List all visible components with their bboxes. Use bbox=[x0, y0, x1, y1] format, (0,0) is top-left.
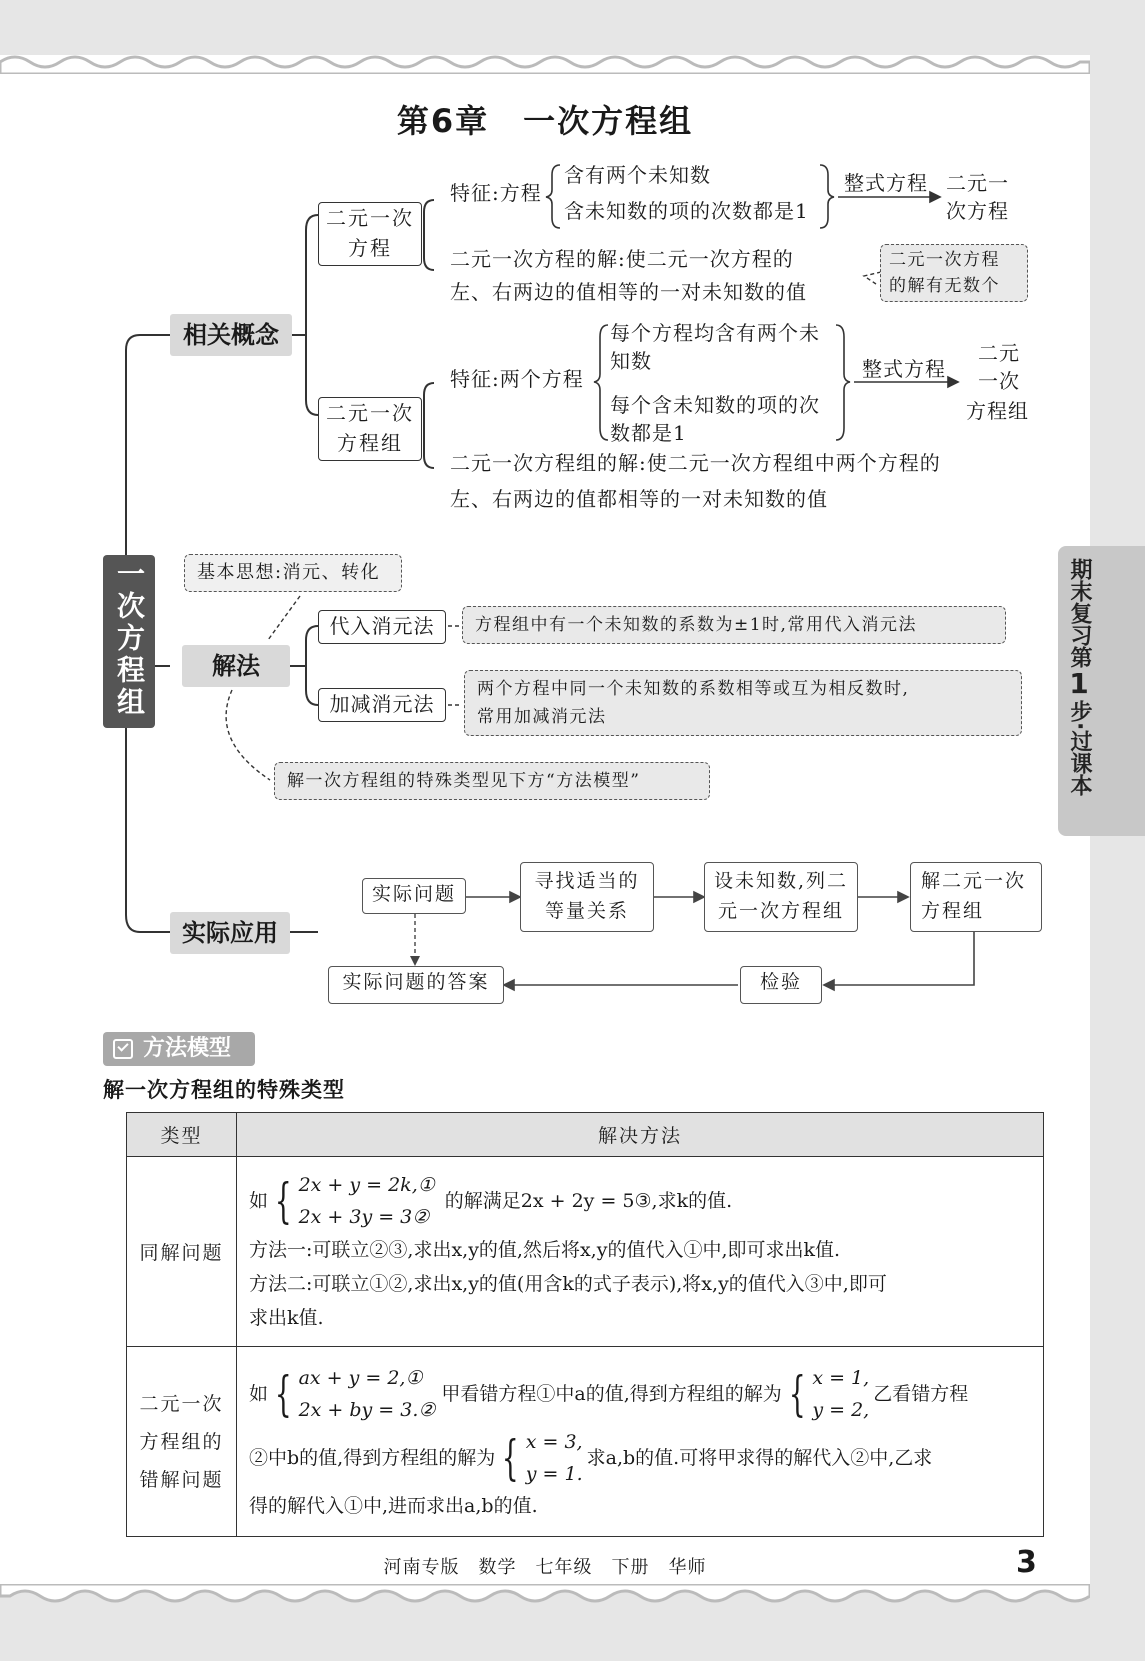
eq2-result-3: 方程组 bbox=[966, 399, 1029, 423]
elimination-note-line1: 两个方程中同一个未知数的系数相等或互为相反数时, bbox=[477, 679, 910, 699]
row2-sol1b: y = 2, bbox=[812, 1398, 870, 1421]
method-model-label: 方法模型 bbox=[143, 1036, 232, 1061]
bottom-wave-edge bbox=[0, 1584, 1090, 1610]
eq1-infinite-solutions-note bbox=[880, 244, 1028, 302]
eq1-solution-1: 二元一次方程的解:使二元一次方程的 bbox=[450, 247, 794, 271]
row2-mid1: 甲看错方程①中a的值,得到方程组的解为 bbox=[441, 1382, 782, 1405]
side-tab-step-num: 1 bbox=[1069, 667, 1089, 700]
row1-eq-a: 2x + y = 2k,① bbox=[298, 1173, 435, 1196]
eq2-result-2: 一次 bbox=[978, 369, 1020, 393]
row2-prefix: 如 bbox=[249, 1382, 269, 1405]
elimination-note bbox=[464, 670, 1022, 736]
eq1-feature-2: 含未知数的项的次数都是1 bbox=[564, 199, 809, 223]
eq1-feature-label: 特征:方程 bbox=[450, 181, 542, 205]
root-label-text: 一次方程组 bbox=[113, 559, 146, 719]
row1-type: 同解问题 bbox=[127, 1157, 237, 1347]
root-label bbox=[103, 555, 155, 728]
special-types-note: 解一次方程组的特殊类型见下方“方法模型” bbox=[274, 762, 710, 800]
eq2-result-1: 二元 bbox=[978, 341, 1020, 365]
eq2-feature-2a: 每个含未知数的项的次 bbox=[610, 393, 820, 417]
row2-line1 bbox=[249, 1362, 1031, 1426]
row1-method2a: 方法二:可联立①②,求出x,y的值(用含k的式子表示),将x,y的值代入③中,即可 bbox=[249, 1272, 887, 1295]
header-solution: 解决方法 bbox=[237, 1113, 1044, 1157]
elimination-note-line2: 常用加减消元法 bbox=[477, 707, 607, 727]
header-type: 类型 bbox=[127, 1113, 237, 1157]
method-model-badge bbox=[103, 1032, 255, 1066]
side-tab-text-bottom: 步·过课本 bbox=[1067, 700, 1092, 797]
row2-sol1a: x = 1, bbox=[812, 1366, 870, 1389]
row2-line2a: ②中b的值,得到方程组的解为 bbox=[249, 1446, 496, 1469]
row2-tail1: 乙看错方程 bbox=[873, 1382, 969, 1405]
row2-brace-3: { bbox=[502, 1429, 519, 1486]
flow-equal-relation bbox=[520, 862, 654, 932]
row2-line3: 得的解代入①中,进而求出a,b的值. bbox=[249, 1494, 538, 1517]
row1-prefix: 如 bbox=[249, 1189, 269, 1212]
row2-type-1: 二元一次 bbox=[139, 1392, 224, 1415]
node-eq2-line2: 方程组 bbox=[337, 431, 403, 455]
node-eq1 bbox=[318, 202, 422, 266]
row1-method2b: 求出k值. bbox=[249, 1306, 324, 1329]
row2-eq-a: ax + y = 2,① bbox=[298, 1366, 423, 1389]
footer-info: 河南专版 数学 七年级 下册 华师 bbox=[383, 1557, 707, 1578]
eq2-feature-1b: 知数 bbox=[610, 349, 652, 373]
row1-eq-b: 2x + 3y = 3② bbox=[298, 1205, 430, 1228]
eq2-feature-1a: 每个方程均含有两个未 bbox=[610, 321, 820, 345]
page-title: 第6章 一次方程组 bbox=[396, 102, 694, 140]
row2-sol1 bbox=[812, 1362, 869, 1426]
table-header-row bbox=[127, 1113, 1044, 1157]
basic-idea-note: 基本思想:消元、转化 bbox=[184, 554, 402, 592]
flow-equal-relation-2: 等量关系 bbox=[544, 900, 629, 922]
flow-answer: 实际问题的答案 bbox=[328, 966, 504, 1004]
flow-set-unknown-1: 设未知数,列二 bbox=[713, 870, 849, 892]
eq1-result-2: 次方程 bbox=[946, 199, 1009, 223]
eq2-arrow-label: 整式方程 bbox=[862, 357, 946, 381]
node-eq1-line2: 方程 bbox=[348, 236, 392, 260]
row2-brace-2: { bbox=[788, 1365, 806, 1422]
row1-method1: 方法一:可联立②③,求出x,y的值,然后将x,y的值代入①中,即可求出k值. bbox=[249, 1238, 841, 1261]
row1-equations bbox=[299, 1169, 435, 1233]
flow-set-unknown-2: 元一次方程组 bbox=[717, 900, 844, 922]
node-eq2 bbox=[318, 397, 422, 461]
eq1-note-line2: 的解有无数个 bbox=[889, 276, 1000, 296]
table-row bbox=[127, 1157, 1044, 1347]
eq1-arrow-label: 整式方程 bbox=[844, 171, 928, 195]
row2-type-2: 方程组的 bbox=[139, 1430, 224, 1453]
eq1-feature-1: 含有两个未知数 bbox=[564, 163, 711, 187]
row2-eq-b: 2x + by = 3.② bbox=[298, 1398, 436, 1421]
eq1-note-line1: 二元一次方程 bbox=[889, 250, 1000, 270]
row2-sol2 bbox=[526, 1426, 583, 1490]
row1-condition: 的解满足2x + 2y = 5③,求k的值. bbox=[444, 1189, 733, 1212]
node-elimination: 加减消元法 bbox=[318, 688, 446, 722]
row2-content bbox=[237, 1347, 1044, 1537]
row2-sol2b: y = 1. bbox=[525, 1462, 583, 1485]
eq2-feature-2b: 数都是1 bbox=[610, 421, 687, 445]
flow-set-unknown bbox=[704, 862, 858, 932]
row1-system-line bbox=[249, 1169, 1031, 1233]
row2-line2b: 求a,b的值.可将甲求得的解代入②中,乙求 bbox=[586, 1446, 933, 1469]
flow-real-problem: 实际问题 bbox=[362, 878, 466, 914]
row2-sol2a: x = 3, bbox=[525, 1430, 583, 1453]
methods-label: 解法 bbox=[182, 645, 290, 687]
row2-brace-1: { bbox=[274, 1365, 292, 1422]
node-substitution: 代入消元法 bbox=[318, 610, 446, 644]
row2-type-3: 错解问题 bbox=[139, 1468, 224, 1491]
method-model-title: 解一次方程组的特殊类型 bbox=[103, 1078, 345, 1102]
substitution-note: 方程组中有一个未知数的系数为±1时,常用代入消元法 bbox=[462, 606, 1006, 644]
concepts-label: 相关概念 bbox=[170, 314, 292, 356]
eq2-solution-1: 二元一次方程组的解:使二元一次方程组中两个方程的 bbox=[450, 451, 941, 475]
flow-solve-system-2: 方程组 bbox=[921, 900, 985, 922]
eq1-result-1: 二元一 bbox=[946, 171, 1009, 195]
flow-check: 检验 bbox=[740, 966, 822, 1004]
method-table bbox=[126, 1112, 1044, 1537]
eq2-feature-label: 特征:两个方程 bbox=[450, 367, 584, 391]
node-eq1-line1: 二元一次 bbox=[326, 206, 414, 230]
table-row bbox=[127, 1347, 1044, 1537]
row2-type bbox=[127, 1347, 237, 1537]
row2-line2 bbox=[249, 1426, 1031, 1490]
node-eq2-line1: 二元一次 bbox=[326, 401, 414, 425]
flow-equal-relation-1: 寻找适当的 bbox=[534, 870, 640, 892]
side-tab-text-top: 期末复习第 bbox=[1067, 558, 1092, 668]
flow-solve-system bbox=[910, 862, 1042, 932]
eq1-solution-2: 左、右两边的值相等的一对未知数的值 bbox=[450, 280, 807, 304]
flow-solve-system-1: 解二元一次 bbox=[921, 870, 1027, 892]
row1-content bbox=[237, 1157, 1044, 1347]
eq2-solution-2: 左、右两边的值都相等的一对未知数的值 bbox=[450, 487, 828, 511]
row2-equations bbox=[299, 1362, 436, 1426]
application-label: 实际应用 bbox=[170, 912, 290, 954]
page-number: 3 bbox=[1016, 1545, 1037, 1580]
row1-brace: { bbox=[274, 1172, 292, 1229]
